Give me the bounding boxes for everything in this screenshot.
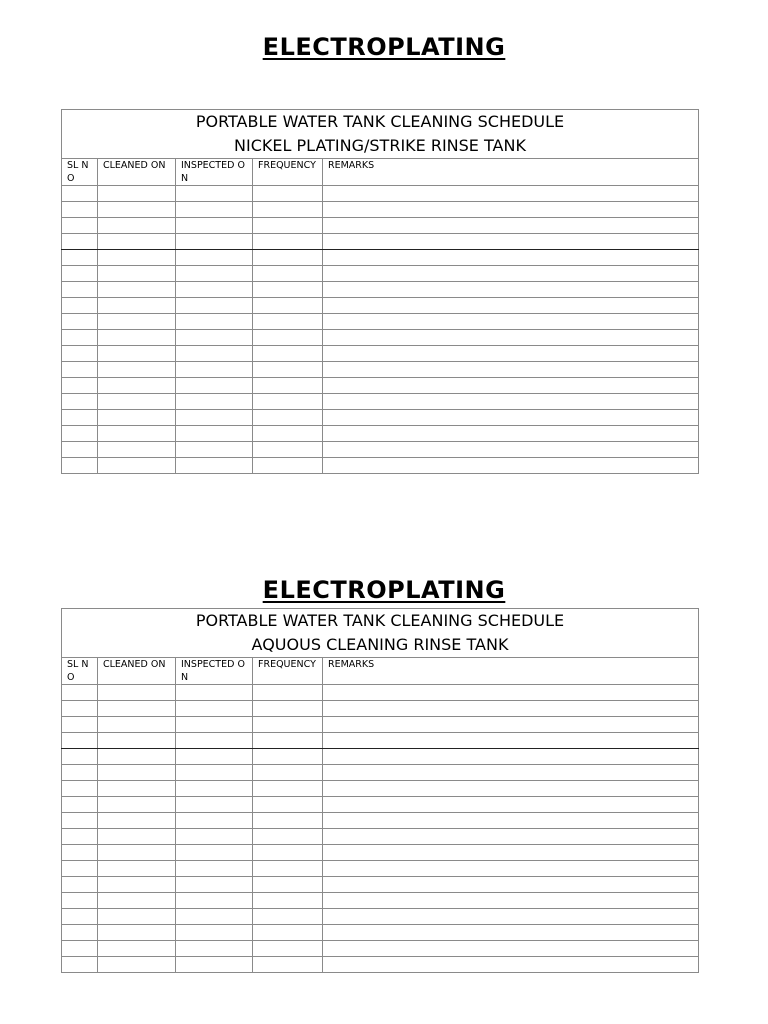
- table-row: [62, 749, 699, 765]
- sl-no-cell: [62, 346, 98, 362]
- sl-no-cell: [62, 861, 98, 877]
- inspected-on-cell: [176, 877, 253, 893]
- frequency-cell: [253, 186, 323, 202]
- cleaned-on-cell: [98, 410, 176, 426]
- frequency-cell: [253, 218, 323, 234]
- sl-no-cell: [62, 378, 98, 394]
- cleaned-on-cell: [98, 218, 176, 234]
- column-header-frequency: FREQUENCY: [253, 658, 323, 685]
- table-2-title-line-2: AQUOUS CLEANING RINSE TANK: [251, 635, 509, 654]
- frequency-cell: [253, 266, 323, 282]
- inspected-on-cell: [176, 426, 253, 442]
- remarks-cell: [323, 426, 699, 442]
- inspected-on-cell: [176, 909, 253, 925]
- inspected-on-cell: [176, 813, 253, 829]
- column-header-frequency: FREQUENCY: [253, 159, 323, 186]
- cleaned-on-cell: [98, 813, 176, 829]
- cleaned-on-cell: [98, 298, 176, 314]
- inspected-on-cell: [176, 346, 253, 362]
- cleaned-on-cell: [98, 234, 176, 250]
- inspected-on-cell: [176, 701, 253, 717]
- sl-no-cell: [62, 701, 98, 717]
- remarks-cell: [323, 749, 699, 765]
- frequency-cell: [253, 442, 323, 458]
- sl-no-cell: [62, 202, 98, 218]
- sl-no-cell: [62, 957, 98, 973]
- table-1-title: [62, 110, 699, 159]
- table-row: [62, 797, 699, 813]
- remarks-cell: [323, 266, 699, 282]
- cleaned-on-cell: [98, 701, 176, 717]
- inspected-on-cell: [176, 781, 253, 797]
- cleaned-on-cell: [98, 685, 176, 701]
- frequency-cell: [253, 250, 323, 266]
- cleaned-on-cell: [98, 266, 176, 282]
- frequency-cell: [253, 749, 323, 765]
- table-row: [62, 410, 699, 426]
- sl-no-cell: [62, 749, 98, 765]
- inspected-on-cell: [176, 378, 253, 394]
- remarks-cell: [323, 362, 699, 378]
- sl-no-cell: [62, 893, 98, 909]
- sl-no-cell: [62, 877, 98, 893]
- inspected-on-cell: [176, 442, 253, 458]
- table-row: [62, 314, 699, 330]
- inspected-on-cell: [176, 298, 253, 314]
- inspected-on-cell: [176, 749, 253, 765]
- cleaned-on-cell: [98, 394, 176, 410]
- section-2-heading: ELECTROPLATING: [262, 576, 506, 604]
- remarks-cell: [323, 218, 699, 234]
- sl-no-cell: [62, 250, 98, 266]
- cleaned-on-cell: [98, 845, 176, 861]
- inspected-on-cell: [176, 186, 253, 202]
- frequency-cell: [253, 410, 323, 426]
- sl-no-cell: [62, 813, 98, 829]
- inspected-on-cell: [176, 410, 253, 426]
- sl-no-cell: [62, 314, 98, 330]
- frequency-cell: [253, 893, 323, 909]
- sl-no-cell: [62, 733, 98, 749]
- table-row: [62, 925, 699, 941]
- frequency-cell: [253, 957, 323, 973]
- cleaning-schedule-table-1: [61, 109, 699, 474]
- inspected-on-cell: [176, 733, 253, 749]
- frequency-cell: [253, 330, 323, 346]
- cleaned-on-cell: [98, 877, 176, 893]
- remarks-cell: [323, 346, 699, 362]
- table-row: [62, 813, 699, 829]
- table-row: [62, 362, 699, 378]
- sl-no-cell: [62, 797, 98, 813]
- cleaned-on-cell: [98, 282, 176, 298]
- inspected-on-cell: [176, 797, 253, 813]
- table-2-title: [62, 609, 699, 658]
- sl-no-cell: [62, 330, 98, 346]
- table-row: [62, 298, 699, 314]
- table-row: [62, 765, 699, 781]
- table-row: [62, 426, 699, 442]
- remarks-cell: [323, 957, 699, 973]
- remarks-cell: [323, 250, 699, 266]
- table-row: [62, 685, 699, 701]
- cleaned-on-cell: [98, 749, 176, 765]
- frequency-cell: [253, 925, 323, 941]
- column-header-remarks: REMARKS: [323, 159, 699, 186]
- remarks-cell: [323, 410, 699, 426]
- cleaned-on-cell: [98, 458, 176, 474]
- sl-no-cell: [62, 941, 98, 957]
- frequency-cell: [253, 717, 323, 733]
- table-row: [62, 234, 699, 250]
- frequency-cell: [253, 733, 323, 749]
- table-row: [62, 909, 699, 925]
- frequency-cell: [253, 765, 323, 781]
- inspected-on-cell: [176, 957, 253, 973]
- column-header-sl-no: SL NO: [62, 159, 98, 186]
- frequency-cell: [253, 298, 323, 314]
- cleaned-on-cell: [98, 925, 176, 941]
- inspected-on-cell: [176, 829, 253, 845]
- frequency-cell: [253, 701, 323, 717]
- table-row: [62, 893, 699, 909]
- frequency-cell: [253, 202, 323, 218]
- remarks-cell: [323, 186, 699, 202]
- sl-no-cell: [62, 765, 98, 781]
- cleaned-on-cell: [98, 941, 176, 957]
- remarks-cell: [323, 829, 699, 845]
- table-2-body: [62, 685, 699, 973]
- column-header-remarks: REMARKS: [323, 658, 699, 685]
- sl-no-cell: [62, 717, 98, 733]
- cleaned-on-cell: [98, 330, 176, 346]
- sl-no-cell: [62, 925, 98, 941]
- table-row: [62, 941, 699, 957]
- inspected-on-cell: [176, 861, 253, 877]
- cleaned-on-cell: [98, 861, 176, 877]
- table-row: [62, 346, 699, 362]
- remarks-cell: [323, 298, 699, 314]
- inspected-on-cell: [176, 925, 253, 941]
- column-header-inspected-on: INSPECTED ON: [176, 159, 253, 186]
- sl-no-cell: [62, 266, 98, 282]
- inspected-on-cell: [176, 202, 253, 218]
- frequency-cell: [253, 426, 323, 442]
- column-header-cleaned-on: CLEANED ON: [98, 159, 176, 186]
- frequency-cell: [253, 861, 323, 877]
- cleaned-on-cell: [98, 717, 176, 733]
- table-row: [62, 202, 699, 218]
- table-row: [62, 717, 699, 733]
- inspected-on-cell: [176, 458, 253, 474]
- frequency-cell: [253, 845, 323, 861]
- table-1-title-line-1: PORTABLE WATER TANK CLEANING SCHEDULE: [195, 112, 565, 131]
- table-row: [62, 701, 699, 717]
- sl-no-cell: [62, 845, 98, 861]
- table-row: [62, 218, 699, 234]
- inspected-on-cell: [176, 330, 253, 346]
- remarks-cell: [323, 909, 699, 925]
- inspected-on-cell: [176, 893, 253, 909]
- remarks-cell: [323, 685, 699, 701]
- sl-no-cell: [62, 781, 98, 797]
- inspected-on-cell: [176, 250, 253, 266]
- frequency-cell: [253, 813, 323, 829]
- frequency-cell: [253, 362, 323, 378]
- remarks-cell: [323, 314, 699, 330]
- remarks-cell: [323, 330, 699, 346]
- remarks-cell: [323, 925, 699, 941]
- remarks-cell: [323, 442, 699, 458]
- frequency-cell: [253, 394, 323, 410]
- remarks-cell: [323, 394, 699, 410]
- inspected-on-cell: [176, 765, 253, 781]
- cleaned-on-cell: [98, 797, 176, 813]
- sl-no-cell: [62, 410, 98, 426]
- inspected-on-cell: [176, 845, 253, 861]
- remarks-cell: [323, 234, 699, 250]
- cleaned-on-cell: [98, 442, 176, 458]
- frequency-cell: [253, 829, 323, 845]
- sl-no-cell: [62, 458, 98, 474]
- remarks-cell: [323, 813, 699, 829]
- cleaned-on-cell: [98, 426, 176, 442]
- frequency-cell: [253, 234, 323, 250]
- inspected-on-cell: [176, 266, 253, 282]
- frequency-cell: [253, 877, 323, 893]
- table-row: [62, 733, 699, 749]
- table-2-title-line-1: PORTABLE WATER TANK CLEANING SCHEDULE: [195, 611, 565, 630]
- cleaned-on-cell: [98, 765, 176, 781]
- table-row: [62, 845, 699, 861]
- inspected-on-cell: [176, 717, 253, 733]
- frequency-cell: [253, 941, 323, 957]
- section-1-heading: ELECTROPLATING: [262, 33, 506, 61]
- sl-no-cell: [62, 426, 98, 442]
- cleaned-on-cell: [98, 909, 176, 925]
- frequency-cell: [253, 458, 323, 474]
- cleaned-on-cell: [98, 186, 176, 202]
- sl-no-cell: [62, 186, 98, 202]
- cleaned-on-cell: [98, 362, 176, 378]
- frequency-cell: [253, 314, 323, 330]
- frequency-cell: [253, 797, 323, 813]
- table-1-title-line-2: NICKEL PLATING/STRIKE RINSE TANK: [234, 136, 526, 155]
- frequency-cell: [253, 685, 323, 701]
- remarks-cell: [323, 877, 699, 893]
- inspected-on-cell: [176, 234, 253, 250]
- remarks-cell: [323, 733, 699, 749]
- table-row: [62, 330, 699, 346]
- cleaned-on-cell: [98, 202, 176, 218]
- sl-no-cell: [62, 298, 98, 314]
- inspected-on-cell: [176, 685, 253, 701]
- table-row: [62, 829, 699, 845]
- remarks-cell: [323, 458, 699, 474]
- table-row: [62, 442, 699, 458]
- remarks-cell: [323, 378, 699, 394]
- cleaned-on-cell: [98, 346, 176, 362]
- column-header-sl-no: SL NO: [62, 658, 98, 685]
- frequency-cell: [253, 781, 323, 797]
- table-row: [62, 861, 699, 877]
- column-header-inspected-on: INSPECTED ON: [176, 658, 253, 685]
- inspected-on-cell: [176, 314, 253, 330]
- table-row: [62, 186, 699, 202]
- cleaned-on-cell: [98, 781, 176, 797]
- remarks-cell: [323, 845, 699, 861]
- sl-no-cell: [62, 282, 98, 298]
- table-row: [62, 781, 699, 797]
- frequency-cell: [253, 282, 323, 298]
- remarks-cell: [323, 282, 699, 298]
- inspected-on-cell: [176, 941, 253, 957]
- sl-no-cell: [62, 234, 98, 250]
- cleaned-on-cell: [98, 829, 176, 845]
- column-header-cleaned-on: CLEANED ON: [98, 658, 176, 685]
- table-1-body: [62, 186, 699, 474]
- sl-no-cell: [62, 218, 98, 234]
- cleaned-on-cell: [98, 893, 176, 909]
- table-row: [62, 266, 699, 282]
- table-row: [62, 378, 699, 394]
- remarks-cell: [323, 765, 699, 781]
- sl-no-cell: [62, 394, 98, 410]
- inspected-on-cell: [176, 218, 253, 234]
- cleaned-on-cell: [98, 314, 176, 330]
- cleaning-schedule-table-2: [61, 608, 699, 973]
- remarks-cell: [323, 781, 699, 797]
- table-row: [62, 877, 699, 893]
- frequency-cell: [253, 909, 323, 925]
- inspected-on-cell: [176, 282, 253, 298]
- remarks-cell: [323, 717, 699, 733]
- sl-no-cell: [62, 442, 98, 458]
- frequency-cell: [253, 346, 323, 362]
- sl-no-cell: [62, 362, 98, 378]
- frequency-cell: [253, 378, 323, 394]
- cleaned-on-cell: [98, 733, 176, 749]
- table-row: [62, 250, 699, 266]
- remarks-cell: [323, 861, 699, 877]
- cleaned-on-cell: [98, 250, 176, 266]
- table-row: [62, 282, 699, 298]
- remarks-cell: [323, 941, 699, 957]
- table-row: [62, 394, 699, 410]
- cleaned-on-cell: [98, 957, 176, 973]
- sl-no-cell: [62, 829, 98, 845]
- table-row: [62, 458, 699, 474]
- remarks-cell: [323, 202, 699, 218]
- remarks-cell: [323, 797, 699, 813]
- cleaned-on-cell: [98, 378, 176, 394]
- table-row: [62, 957, 699, 973]
- sl-no-cell: [62, 909, 98, 925]
- inspected-on-cell: [176, 362, 253, 378]
- remarks-cell: [323, 701, 699, 717]
- inspected-on-cell: [176, 394, 253, 410]
- remarks-cell: [323, 893, 699, 909]
- sl-no-cell: [62, 685, 98, 701]
